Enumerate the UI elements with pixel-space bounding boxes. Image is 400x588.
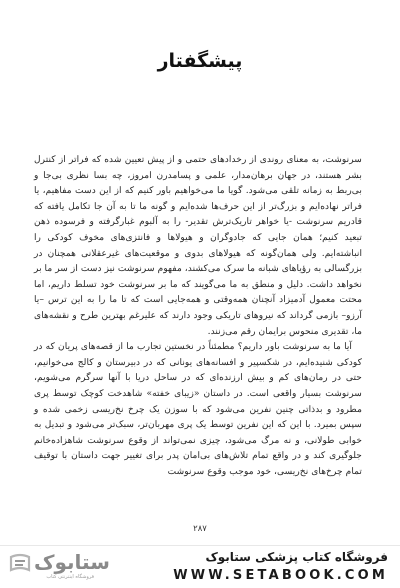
chapter-title: پیشگفتار [157,50,243,72]
store-name: فروشگاه کتاب پزشکی ستابوک [205,550,388,564]
setabook-logo-icon [8,553,32,575]
store-url-link[interactable]: WWW.SETABOOK.COM [173,568,388,583]
body-text [34,152,362,479]
logo-wordmark: ستابوک [34,550,110,574]
setabook-logo[interactable] [8,550,110,583]
store-footer [0,545,400,588]
paragraph-1: سرنوشت، به معنای روندی از رخدادهای حتمی و از پیش تعیین شده که فراتر از کنترل بشر هستند، در جهان برهان‌مدار، علمی و پسامدرن امروز، چه بسا نظری بی‌جا و بی‌ربط به زمانه تلقی می‌شود. گویا ما می‌خواهیم باور کنیم که از این دست مفاهیم، یا فراتر نهاده‌ایم و بزرگ‌تر از این حرف‌ها شده‌ایم و گونه ما تا به آن جا تکامل یافته که قادریم سرنوشت -یا خواهر تاریک‌ترش تقدیر- را به آلبوم غبارگرفته و فرسوده ذهن تبعید کنیم؛ همان جایی که جادوگران و هیولاها و فانتزی‌های مخوف کودکی را انباشته‌ایم. ولی همان‌گونه که هیولاهای بدوی و موقعیت‌های غیرعقلانی همچنان در بزرگسالی به رؤیاهای شبانه ما سرک می‌کشند، مفهوم سرنوشت نیز دست از سر ما بر نخواهد داشت. دلیل و منطق به ما می‌گویند که ما بر سرنوشت خود تسلط داریم، اما محتت معمول آدمیزاد آنچنان همه‌وقتی و همه‌جایی است که تا ما را به این ترس –یا آرزو– بازمی گرداند که نیروهای تاریکی وجود دارند که علیرغم بهترین طرح و نقشه‌های ما، تقدیری منحوس برایمان رقم می‌زنند. [34,154,362,337]
logo-subtitle: فروشگاه اینترنتی کتاب [46,574,94,580]
page-number: ۲۸۷ [193,524,207,534]
paragraph-2: آیا ما به سرنوشت باور داریم؟ مطمئناً در نخستین تجارب ما از قصه‌های پریان که در کودکی شنیده‌ایم، در شکسپیر و افسانه‌های یونانی که در دبیرستان و کالج می‌خوانیم، حتی در رمان‌های کم و بیش ارزنده‌ای که در ساحل دریا با آنها سرگرم می‌شویم، سرنوشت بسیار واقعی است. در داستان «زیبای خفته» شاهدخت کوچک توسط پری مطرود و بدذاتی چنین نفرین می‌شود که با سوزن یک چرخ نخ‌ریسی زخمی شده و سپس بمیرد. با این که این نفرین توسط یک پری مهربان‌تر، سبک‌تر می‌شود و تبدیل به خوابی طولانی، و نه مرگ می‌شود، چیزی نمی‌تواند از وقوع سرنوشت شاهزاده‌خانم جلوگیری کند و در واقع تمام تلاش‌های بی‌امان پدر برای تغییر جهت داستان با توقیف تمام چرخ‌های نخ‌ریسی، خود موجب وقوع سرنوشت [34,341,362,477]
